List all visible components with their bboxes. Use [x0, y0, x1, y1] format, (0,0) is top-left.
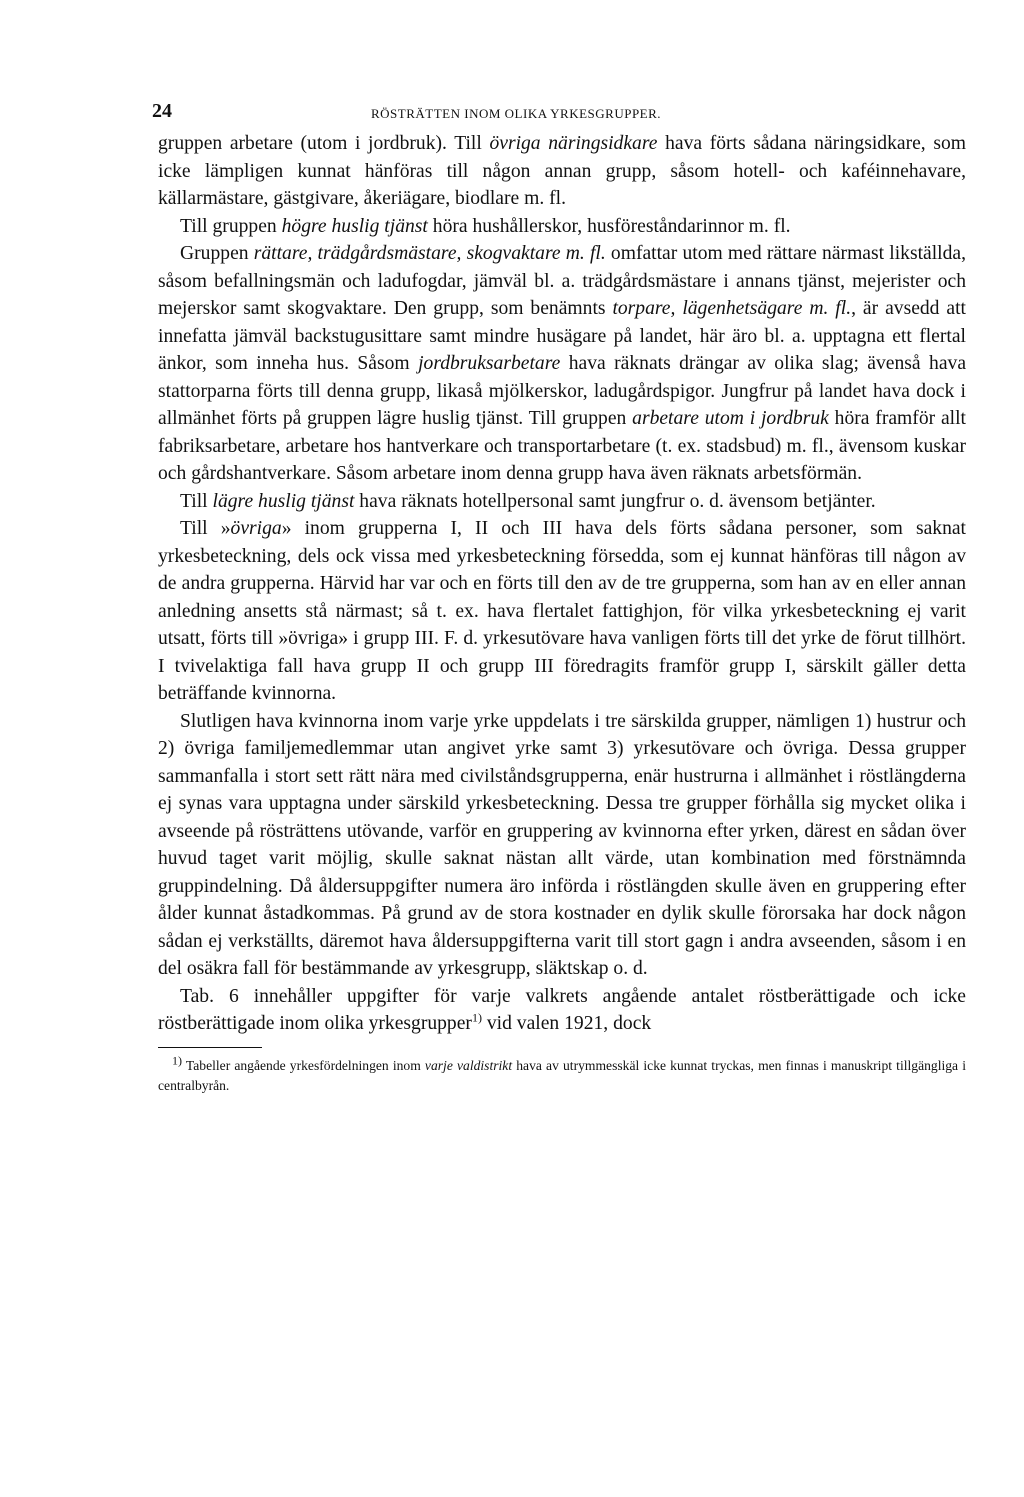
- paragraph: [158, 708, 966, 983]
- text-run: Tabeller angående yrkesfördelningen inom: [182, 1057, 425, 1073]
- text-run: » inom grupperna I, II och III hava dels förts sådana personer, som saknat yrkesbeteckning, dels ock vissa med yrkesbeteckning försedda, som ej kunnat hänföras till någon av de andra grupperna. Härvid har var och en förts till den av de tre grupperna, som han av en eller annan anledning ansetts stå närmast; så t. ex. hava flertalet fattighjon, för vilka yrkesbeteckning ej varit utsatt, förts till »övriga» i grupp III. F. d. yrkesutövare hava vanligen förts till det yrke de förut tillhört. I tvivelaktiga fall hava grupp II och grupp III föredragits framför grupp I, särskilt gäller detta beträffande kvinnorna.: [158, 518, 967, 704]
- text-run: Gruppen: [180, 243, 254, 264]
- text-run: omfattar utom med rättare närmast likställda, såsom befallningsmän och ladufogdar, jämväl bl. a. trädgårdsmästare i annans tjänst, mejerister och mejerskor samt skogvaktare. Den grupp, som benämnts: [158, 243, 966, 319]
- italic-text: rättare, trädgårdsmästare, skogvaktare m. fl.: [253, 243, 606, 264]
- footnote-marker: 1): [471, 1010, 482, 1025]
- italic-text: varje valdistrikt: [424, 1057, 513, 1073]
- paragraph: [158, 983, 966, 1038]
- italic-text: torpare, lägenhetsägare m. fl.: [612, 298, 852, 319]
- text-run: Till gruppen: [180, 215, 282, 237]
- italic-text: arbetare utom i jordbruk: [632, 408, 829, 429]
- document-page: [152, 100, 967, 1096]
- italic-text: högre huslig tjänst: [281, 215, 428, 237]
- paragraph: [158, 488, 966, 516]
- paragraph: [158, 130, 966, 213]
- footnote-divider: [158, 1047, 262, 1048]
- text-run: gruppen arbetare (utom i jordbruk). Till: [158, 133, 490, 154]
- text-run: hava förts sådana näringsidkare, som icke lämpligen kunnat hänföras till någon annan grupp, såsom hotell- och kaféinnehavare, källarmästare, gästgivare, åkeriägare, biodlare m. fl.: [158, 133, 966, 209]
- paragraph: [158, 240, 966, 488]
- text-run: höra hushållerskor, husföreståndarinnor m. fl.: [427, 215, 791, 237]
- italic-text: jordbruksarbetare: [418, 353, 561, 374]
- footnote: [158, 1052, 966, 1096]
- italic-text: lägre huslig tjänst: [212, 490, 355, 512]
- italic-text: övriga näringsidkare: [489, 133, 658, 154]
- italic-text: övriga: [230, 518, 282, 539]
- running-head: RÖSTRÄTTEN INOM OLIKA YRKESGRUPPER.: [371, 106, 662, 121]
- page-header: [152, 100, 966, 130]
- text-run: Till: [180, 490, 213, 512]
- text-run: hava räknats hotellpersonal samt jungfrur o. d. ävensom betjänter.: [354, 490, 876, 512]
- text-run: höra framför allt fabriksarbetare, arbetare hos hantverkare och transportarbetare (t. ex. stadsbud) m. fl., ävensom kuskar och gårdshantverkare. Såsom arbetare inom denna grupp hava även räknats arbetsförmän.: [158, 408, 966, 484]
- text-run: hava räknats drängar av olika slag; ävenså hava stattorparna förts till denna grupp, likaså mjölkerskor, ladugårdspigor. Jungfrur på landet hava dock i allmänhet förts på gruppen lägre huslig tjänst. Till gruppen: [158, 353, 967, 429]
- paragraph: [158, 515, 966, 708]
- paragraph: [158, 213, 966, 241]
- footnote-marker: 1): [172, 1052, 182, 1067]
- text-run: Till »: [180, 518, 231, 539]
- text-run: , är avsedd att innefatta jämväl backstugusittare samt mindre husägare på landet, här äro bl. a. upptagna ett flertal änkor, som inneha hus. Såsom: [158, 298, 966, 374]
- text-run: Slutligen hava kvinnorna inom varje yrke uppdelats i tre särskilda grupper, nämligen 1) hustrur och 2) övriga familjemedlemmar utan angivet yrke samt 3) yrkesutövare och övriga. Dessa grupper sammanfalla i stort sett rätt nära med civilståndsgrupperna, enär hustrurna i allmänhet i röstlängderna ej synas vara upptagna under särskild yrkesbeteckning. Dessa tre grupper förhålla sig mycket olika i avseende på rösträttens utövande, varför en gruppering av kvinnorna efter yrken, därest en sådan över huvud taget varit möjlig, skulle saknat nästan allt värde, utan kombination med förstnämnda gruppindelning. Då åldersuppgifter numera äro införda i röstlängden skulle även en gruppering efter ålder kunnat åstadkommas. På grund av de stora kostnader en dylik skulle förorsaka har dock någon sådan ej verkställts, däremot hava åldersuppgifterna varit till stort gagn i andra avseenden, såsom i en del osäkra fall för bestämmande av yrkesgrupp, släktskap o. d.: [158, 710, 966, 979]
- text-run: vid valen 1921, dock: [481, 1013, 652, 1034]
- body-text: [158, 130, 966, 1038]
- text-run: hava av utrymmesskäl icke kunnat tryckas, men finnas i manuskript tillgängliga i centralbyrån.: [158, 1057, 966, 1093]
- text-run: Tab. 6 innehåller uppgifter för varje valkrets angående antalet röstberättigade och icke röstberättigade inom olika yrkesgrupper: [158, 985, 966, 1034]
- page-number: 24: [152, 100, 172, 122]
